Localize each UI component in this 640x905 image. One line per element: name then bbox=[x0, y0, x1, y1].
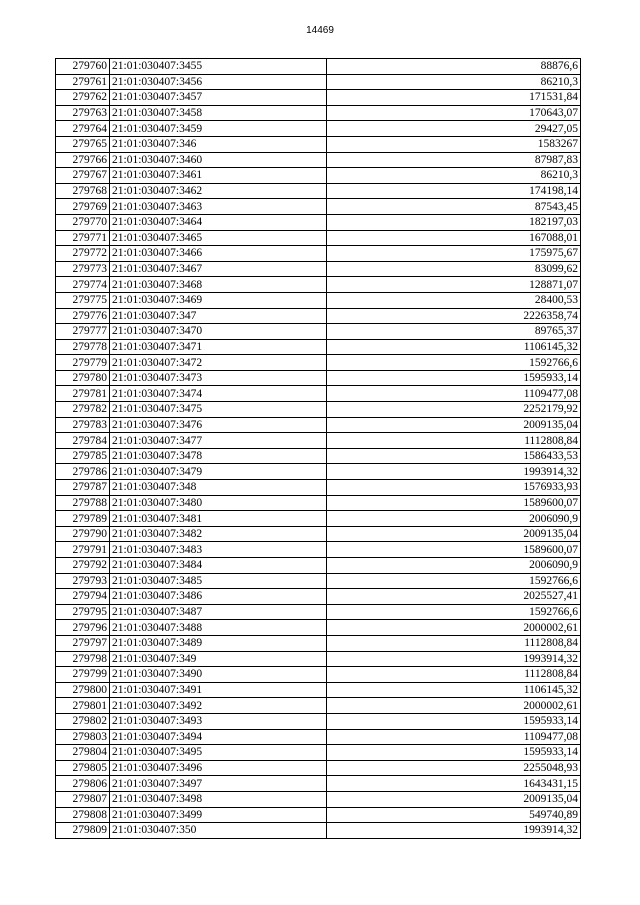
cadastral-number-cell: 21:01:030407:3471 bbox=[110, 339, 327, 355]
row-number-cell: 279799 bbox=[56, 667, 110, 683]
cadastral-number-cell: 21:01:030407:3465 bbox=[110, 230, 327, 246]
cadastral-value-cell: 1595933,14 bbox=[327, 745, 581, 761]
cadastral-value-cell: 2255048,93 bbox=[327, 760, 581, 776]
cadastral-value-cell: 86210,3 bbox=[327, 74, 581, 90]
cadastral-number-cell: 21:01:030407:347 bbox=[110, 308, 327, 324]
cadastral-number-cell: 21:01:030407:3462 bbox=[110, 183, 327, 199]
table-row bbox=[56, 292, 581, 308]
row-number-cell: 279807 bbox=[56, 791, 110, 807]
row-number-cell: 279771 bbox=[56, 230, 110, 246]
cadastral-number-cell: 21:01:030407:3469 bbox=[110, 292, 327, 308]
cadastral-value-cell: 1586433,53 bbox=[327, 448, 581, 464]
row-number-cell: 279806 bbox=[56, 776, 110, 792]
table-row bbox=[56, 402, 581, 418]
cadastral-number-cell: 21:01:030407:3472 bbox=[110, 355, 327, 371]
cadastral-number-cell: 21:01:030407:349 bbox=[110, 651, 327, 667]
cadastral-value-cell: 1112808,84 bbox=[327, 667, 581, 683]
row-number-cell: 279774 bbox=[56, 277, 110, 293]
table-row bbox=[56, 682, 581, 698]
table-row bbox=[56, 168, 581, 184]
table-row bbox=[56, 635, 581, 651]
cadastral-number-cell: 21:01:030407:3487 bbox=[110, 604, 327, 620]
cadastral-number-cell: 21:01:030407:3481 bbox=[110, 511, 327, 527]
table-row bbox=[56, 324, 581, 340]
row-number-cell: 279773 bbox=[56, 261, 110, 277]
cadastral-number-cell: 21:01:030407:3467 bbox=[110, 261, 327, 277]
cadastral-number-cell: 21:01:030407:3483 bbox=[110, 542, 327, 558]
row-number-cell: 279769 bbox=[56, 199, 110, 215]
row-number-cell: 279809 bbox=[56, 823, 110, 839]
table-row bbox=[56, 542, 581, 558]
cadastral-number-cell: 21:01:030407:3459 bbox=[110, 121, 327, 137]
table-row bbox=[56, 823, 581, 839]
row-number-cell: 279797 bbox=[56, 635, 110, 651]
cadastral-value-cell: 1109477,08 bbox=[327, 729, 581, 745]
row-number-cell: 279782 bbox=[56, 402, 110, 418]
row-number-cell: 279766 bbox=[56, 152, 110, 168]
row-number-cell: 279794 bbox=[56, 589, 110, 605]
row-number-cell: 279765 bbox=[56, 136, 110, 152]
cadastral-value-cell: 1643431,15 bbox=[327, 776, 581, 792]
row-number-cell: 279808 bbox=[56, 807, 110, 823]
cadastral-number-cell: 21:01:030407:3486 bbox=[110, 589, 327, 605]
cadastral-number-cell: 21:01:030407:3456 bbox=[110, 74, 327, 90]
row-number-cell: 279798 bbox=[56, 651, 110, 667]
cadastral-value-cell: 128871,07 bbox=[327, 277, 581, 293]
cadastral-value-cell: 1106145,32 bbox=[327, 682, 581, 698]
row-number-cell: 279805 bbox=[56, 760, 110, 776]
row-number-cell: 279780 bbox=[56, 370, 110, 386]
cadastral-number-cell: 21:01:030407:3485 bbox=[110, 573, 327, 589]
row-number-cell: 279787 bbox=[56, 480, 110, 496]
table-row bbox=[56, 370, 581, 386]
cadastral-number-cell: 21:01:030407:3468 bbox=[110, 277, 327, 293]
row-number-cell: 279762 bbox=[56, 90, 110, 106]
table-row bbox=[56, 448, 581, 464]
table-row bbox=[56, 526, 581, 542]
cadastral-number-cell: 21:01:030407:3458 bbox=[110, 105, 327, 121]
table-row bbox=[56, 807, 581, 823]
cadastral-number-cell: 21:01:030407:3492 bbox=[110, 698, 327, 714]
row-number-cell: 279795 bbox=[56, 604, 110, 620]
table-row bbox=[56, 59, 581, 75]
row-number-cell: 279791 bbox=[56, 542, 110, 558]
row-number-cell: 279775 bbox=[56, 292, 110, 308]
cadastral-value-cell: 1583267 bbox=[327, 136, 581, 152]
row-number-cell: 279770 bbox=[56, 214, 110, 230]
row-number-cell: 279803 bbox=[56, 729, 110, 745]
table-row bbox=[56, 308, 581, 324]
row-number-cell: 279793 bbox=[56, 573, 110, 589]
cadastral-number-cell: 21:01:030407:3479 bbox=[110, 464, 327, 480]
row-number-cell: 279801 bbox=[56, 698, 110, 714]
cadastral-number-cell: 21:01:030407:3482 bbox=[110, 526, 327, 542]
row-number-cell: 279772 bbox=[56, 246, 110, 262]
cadastral-value-cell: 1993914,32 bbox=[327, 651, 581, 667]
cadastral-number-cell: 21:01:030407:3474 bbox=[110, 386, 327, 402]
cadastral-number-cell: 21:01:030407:3478 bbox=[110, 448, 327, 464]
cadastral-value-cell: 170643,07 bbox=[327, 105, 581, 121]
row-number-cell: 279776 bbox=[56, 308, 110, 324]
cadastral-number-cell: 21:01:030407:3484 bbox=[110, 558, 327, 574]
table-row bbox=[56, 339, 581, 355]
table-row bbox=[56, 152, 581, 168]
row-number-cell: 279788 bbox=[56, 495, 110, 511]
table-row bbox=[56, 573, 581, 589]
row-number-cell: 279767 bbox=[56, 168, 110, 184]
table-row bbox=[56, 480, 581, 496]
table-row bbox=[56, 105, 581, 121]
cadastral-value-cell: 1592766,6 bbox=[327, 355, 581, 371]
cadastral-value-cell: 1589600,07 bbox=[327, 542, 581, 558]
table-row bbox=[56, 791, 581, 807]
table-row bbox=[56, 667, 581, 683]
row-number-cell: 279790 bbox=[56, 526, 110, 542]
cadastral-number-cell: 21:01:030407:3473 bbox=[110, 370, 327, 386]
cadastral-number-cell: 21:01:030407:3494 bbox=[110, 729, 327, 745]
table-row bbox=[56, 183, 581, 199]
table-row bbox=[56, 417, 581, 433]
row-number-cell: 279784 bbox=[56, 433, 110, 449]
table-row bbox=[56, 386, 581, 402]
table-row bbox=[56, 355, 581, 371]
cadastral-number-cell: 21:01:030407:3498 bbox=[110, 791, 327, 807]
cadastral-value-cell: 175975,67 bbox=[327, 246, 581, 262]
cadastral-value-cell: 86210,3 bbox=[327, 168, 581, 184]
cadastral-value-cell: 2006090,9 bbox=[327, 558, 581, 574]
cadastral-value-cell: 83099,62 bbox=[327, 261, 581, 277]
cadastral-value-cell: 549740,89 bbox=[327, 807, 581, 823]
cadastral-value-cell: 1112808,84 bbox=[327, 635, 581, 651]
cadastral-number-cell: 21:01:030407:350 bbox=[110, 823, 327, 839]
row-number-cell: 279777 bbox=[56, 324, 110, 340]
table-row bbox=[56, 433, 581, 449]
table-row bbox=[56, 90, 581, 106]
table-row bbox=[56, 558, 581, 574]
cadastral-value-cell: 1595933,14 bbox=[327, 370, 581, 386]
cadastral-number-cell: 21:01:030407:3477 bbox=[110, 433, 327, 449]
cadastral-number-cell: 21:01:030407:3497 bbox=[110, 776, 327, 792]
row-number-cell: 279768 bbox=[56, 183, 110, 199]
row-number-cell: 279781 bbox=[56, 386, 110, 402]
table-row bbox=[56, 464, 581, 480]
row-number-cell: 279760 bbox=[56, 59, 110, 75]
cadastral-number-cell: 21:01:030407:3476 bbox=[110, 417, 327, 433]
table-row bbox=[56, 713, 581, 729]
cadastral-value-cell: 1993914,32 bbox=[327, 823, 581, 839]
table-row bbox=[56, 698, 581, 714]
cadastral-value-cell: 88876,6 bbox=[327, 59, 581, 75]
row-number-cell: 279764 bbox=[56, 121, 110, 137]
cadastral-number-cell: 21:01:030407:3495 bbox=[110, 745, 327, 761]
cadastral-value-cell: 2009135,04 bbox=[327, 791, 581, 807]
cadastral-value-cell: 2009135,04 bbox=[327, 526, 581, 542]
cadastral-value-cell: 1595933,14 bbox=[327, 713, 581, 729]
cadastral-number-cell: 21:01:030407:3480 bbox=[110, 495, 327, 511]
row-number-cell: 279778 bbox=[56, 339, 110, 355]
page-number: 14469 bbox=[306, 25, 334, 36]
cadastral-value-cell: 29427,05 bbox=[327, 121, 581, 137]
cadastral-number-cell: 21:01:030407:3455 bbox=[110, 59, 327, 75]
cadastral-value-cell: 174198,14 bbox=[327, 183, 581, 199]
cadastral-number-cell: 21:01:030407:3475 bbox=[110, 402, 327, 418]
row-number-cell: 279763 bbox=[56, 105, 110, 121]
cadastral-value-cell: 87543,45 bbox=[327, 199, 581, 215]
cadastral-value-cell: 87987,83 bbox=[327, 152, 581, 168]
cadastral-number-cell: 21:01:030407:3499 bbox=[110, 807, 327, 823]
cadastral-number-cell: 21:01:030407:3488 bbox=[110, 620, 327, 636]
table-row bbox=[56, 246, 581, 262]
table-row bbox=[56, 136, 581, 152]
cadastral-value-cell: 2025527,41 bbox=[327, 589, 581, 605]
table-row bbox=[56, 277, 581, 293]
table-row bbox=[56, 511, 581, 527]
row-number-cell: 279761 bbox=[56, 74, 110, 90]
cadastral-value-cell: 1589600,07 bbox=[327, 495, 581, 511]
cadastral-value-cell: 1576933,93 bbox=[327, 480, 581, 496]
cadastral-number-cell: 21:01:030407:3460 bbox=[110, 152, 327, 168]
cadastral-value-cell: 2009135,04 bbox=[327, 417, 581, 433]
cadastral-number-cell: 21:01:030407:3490 bbox=[110, 667, 327, 683]
cadastral-number-cell: 21:01:030407:348 bbox=[110, 480, 327, 496]
row-number-cell: 279783 bbox=[56, 417, 110, 433]
cadastral-value-cell: 167088,01 bbox=[327, 230, 581, 246]
cadastral-number-cell: 21:01:030407:3489 bbox=[110, 635, 327, 651]
cadastral-number-cell: 21:01:030407:3491 bbox=[110, 682, 327, 698]
table-row bbox=[56, 230, 581, 246]
cadastral-number-cell: 21:01:030407:3466 bbox=[110, 246, 327, 262]
table-row bbox=[56, 589, 581, 605]
table-row bbox=[56, 495, 581, 511]
cadastral-value-cell: 1109477,08 bbox=[327, 386, 581, 402]
row-number-cell: 279796 bbox=[56, 620, 110, 636]
table-row bbox=[56, 760, 581, 776]
cadastral-value-cell: 2252179,92 bbox=[327, 402, 581, 418]
cadastral-value-cell: 2226358,74 bbox=[327, 308, 581, 324]
cadastral-value-cell: 171531,84 bbox=[327, 90, 581, 106]
cadastral-number-cell: 21:01:030407:3461 bbox=[110, 168, 327, 184]
table-row bbox=[56, 199, 581, 215]
table-row bbox=[56, 261, 581, 277]
cadastral-number-cell: 21:01:030407:3457 bbox=[110, 90, 327, 106]
table-row bbox=[56, 729, 581, 745]
cadastral-value-cell: 1993914,32 bbox=[327, 464, 581, 480]
cadastral-number-cell: 21:01:030407:3470 bbox=[110, 324, 327, 340]
cadastral-value-cell: 1106145,32 bbox=[327, 339, 581, 355]
cadastral-value-cell: 1592766,6 bbox=[327, 573, 581, 589]
cadastral-value-cell: 2000002,61 bbox=[327, 698, 581, 714]
table-row bbox=[56, 776, 581, 792]
cadastral-number-cell: 21:01:030407:3496 bbox=[110, 760, 327, 776]
table-row bbox=[56, 620, 581, 636]
row-number-cell: 279792 bbox=[56, 558, 110, 574]
cadastral-number-cell: 21:01:030407:3493 bbox=[110, 713, 327, 729]
row-number-cell: 279789 bbox=[56, 511, 110, 527]
cadastral-value-cell: 2000002,61 bbox=[327, 620, 581, 636]
table-row bbox=[56, 214, 581, 230]
row-number-cell: 279779 bbox=[56, 355, 110, 371]
row-number-cell: 279800 bbox=[56, 682, 110, 698]
row-number-cell: 279804 bbox=[56, 745, 110, 761]
row-number-cell: 279786 bbox=[56, 464, 110, 480]
cadastral-number-cell: 21:01:030407:3464 bbox=[110, 214, 327, 230]
row-number-cell: 279802 bbox=[56, 713, 110, 729]
row-number-cell: 279785 bbox=[56, 448, 110, 464]
cadastral-value-cell: 1592766,6 bbox=[327, 604, 581, 620]
table-row bbox=[56, 745, 581, 761]
cadastral-value-cell: 1112808,84 bbox=[327, 433, 581, 449]
table-row bbox=[56, 121, 581, 137]
table-row bbox=[56, 604, 581, 620]
table-row bbox=[56, 74, 581, 90]
cadastral-number-cell: 21:01:030407:3463 bbox=[110, 199, 327, 215]
cadastral-number-cell: 21:01:030407:346 bbox=[110, 136, 327, 152]
registry-table bbox=[55, 58, 581, 839]
cadastral-value-cell: 89765,37 bbox=[327, 324, 581, 340]
table-row bbox=[56, 651, 581, 667]
registry-table-body bbox=[56, 59, 581, 839]
cadastral-value-cell: 28400,53 bbox=[327, 292, 581, 308]
cadastral-value-cell: 182197,03 bbox=[327, 214, 581, 230]
cadastral-value-cell: 2006090,9 bbox=[327, 511, 581, 527]
